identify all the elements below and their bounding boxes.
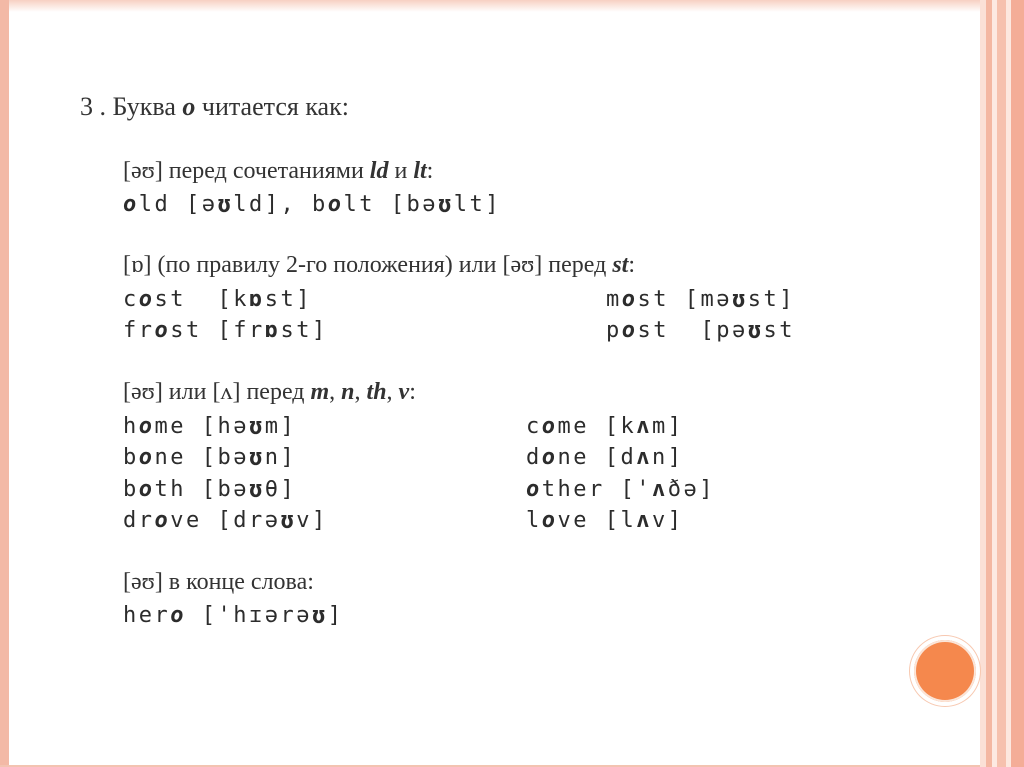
example-done: done [dʌn] — [526, 445, 684, 470]
example-hero: hero ['hɪərəʊ] — [123, 603, 344, 628]
example-home: home [həʊm] — [123, 414, 297, 439]
rule-ld-lt: [əʊ] перед сочетаниями ld и lt: — [123, 158, 434, 184]
example-cost: cost [kɒst] — [123, 287, 312, 312]
decorative-orange-circle — [914, 640, 976, 702]
example-post: post [pəʊst — [606, 318, 795, 343]
example-love: love [lʌv] — [526, 508, 684, 533]
rule-end-of-word: [əʊ] в конце слова: — [123, 569, 314, 595]
example-bone: bone [bəʊn] — [123, 445, 297, 470]
slide-heading: 3 . Буква o читается как: — [80, 92, 349, 121]
rule-st: [ɒ] (по правилу 2-го положения) или [əʊ] перед st: — [123, 252, 636, 278]
example-most: most [məʊst] — [606, 287, 795, 312]
example-frost: frost [frɒst] — [123, 318, 328, 343]
slide-top-edge — [0, 0, 980, 12]
decorative-stripes — [980, 0, 1024, 767]
example-drove: drove [drəʊv] — [123, 508, 328, 533]
rule-m-n-th-v: [əʊ] или [ʌ] перед m, n, th, v: — [123, 379, 416, 405]
slide-left-border — [0, 0, 9, 767]
example-both: both [bəʊθ] — [123, 477, 297, 502]
example-other: other ['ʌðə] — [526, 477, 715, 502]
example-old-bolt: old [əʊld], bolt [bəʊlt] — [123, 192, 501, 217]
example-come: come [kʌm] — [526, 414, 684, 439]
